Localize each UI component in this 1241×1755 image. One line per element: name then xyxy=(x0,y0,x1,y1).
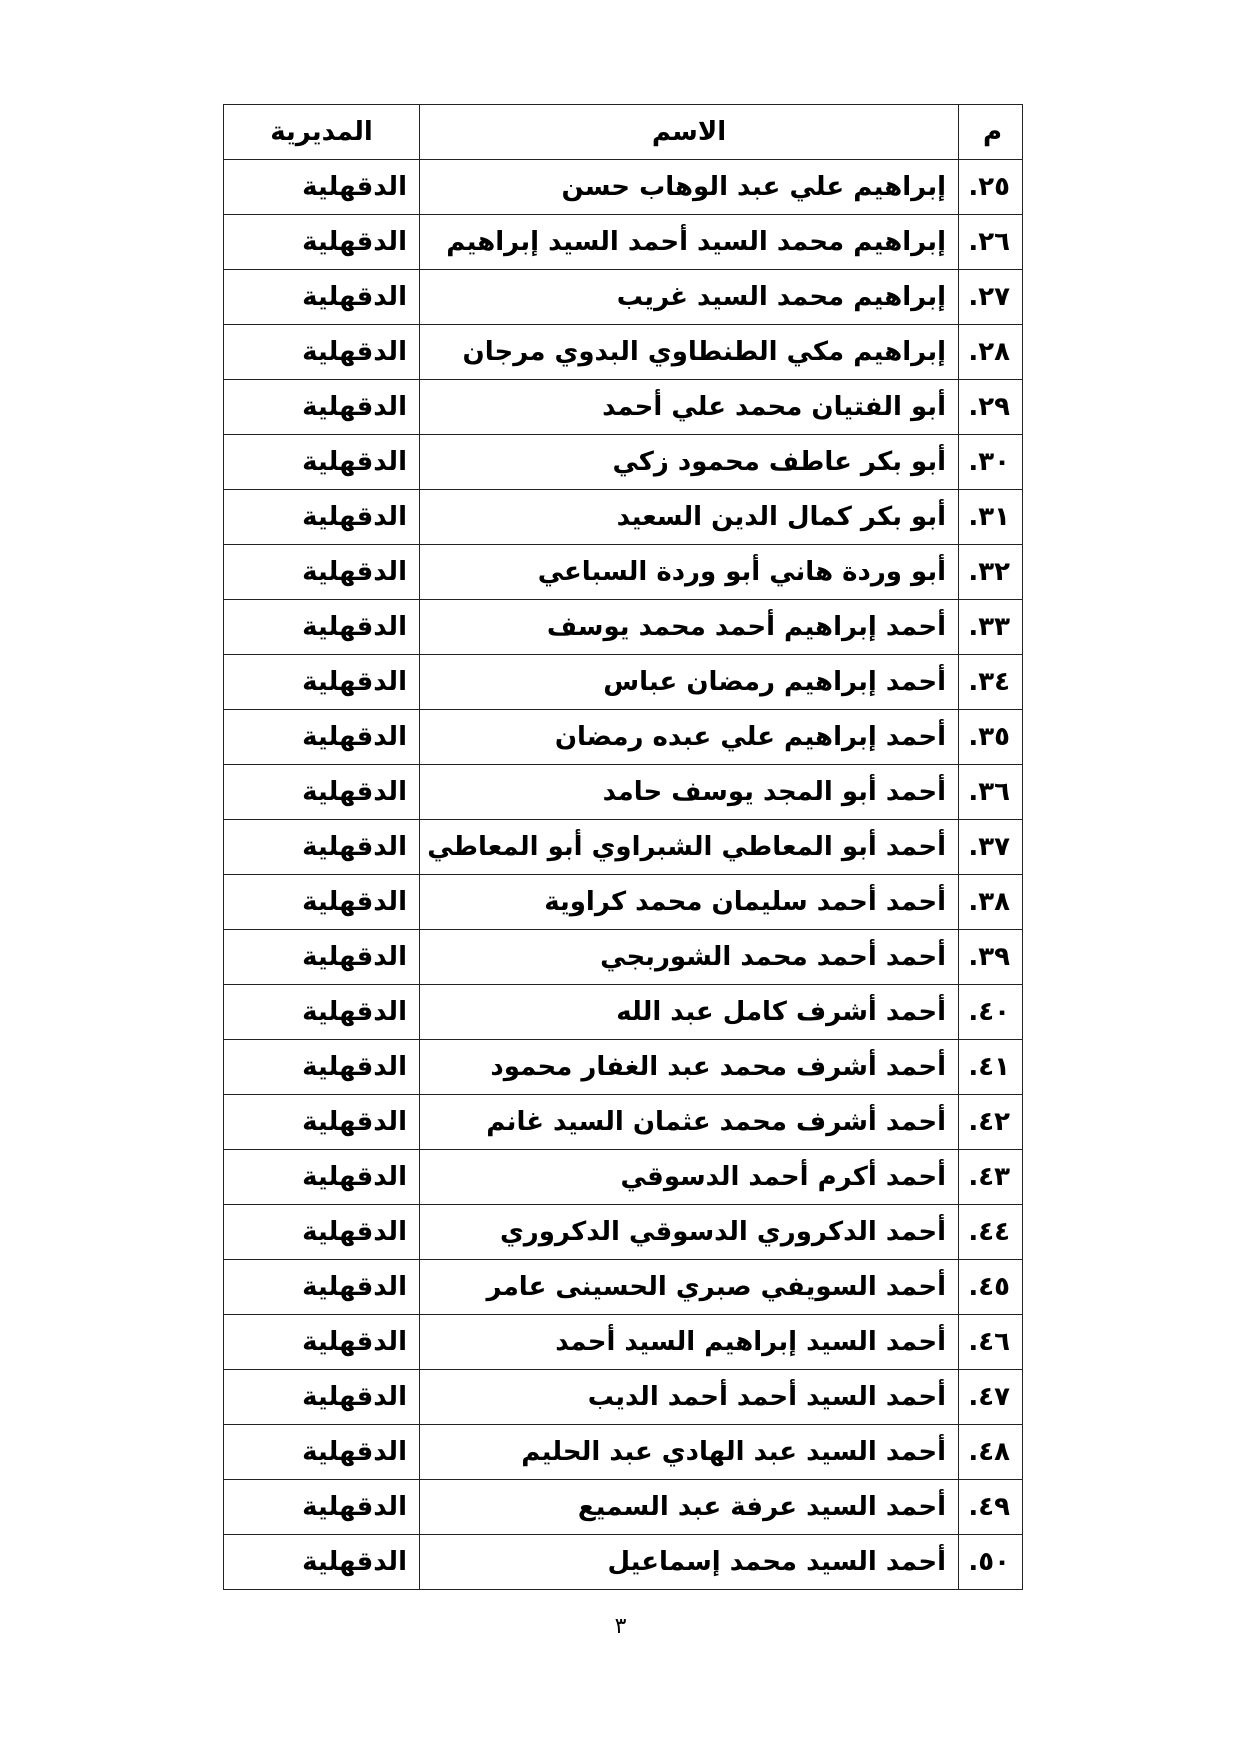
row-number: ٢٦. xyxy=(959,215,1023,270)
row-directorate: الدقهلية xyxy=(224,1425,420,1480)
table-row xyxy=(224,1205,1023,1260)
table-row xyxy=(224,1315,1023,1370)
row-name: أحمد إبراهيم أحمد محمد يوسف xyxy=(420,600,959,655)
table-row xyxy=(224,930,1023,985)
table-row xyxy=(224,215,1023,270)
row-directorate: الدقهلية xyxy=(224,490,420,545)
row-directorate: الدقهلية xyxy=(224,765,420,820)
row-name: أبو الفتيان محمد علي أحمد xyxy=(420,380,959,435)
row-name: إبراهيم مكي الطنطاوي البدوي مرجان xyxy=(420,325,959,380)
table-row xyxy=(224,600,1023,655)
row-directorate: الدقهلية xyxy=(224,985,420,1040)
row-number: ٣٣. xyxy=(959,600,1023,655)
table-row xyxy=(224,1150,1023,1205)
row-number: ٢٩. xyxy=(959,380,1023,435)
row-name: أحمد السويفي صبري الحسينى عامر xyxy=(420,1260,959,1315)
row-number: ٤٠. xyxy=(959,985,1023,1040)
row-directorate: الدقهلية xyxy=(224,875,420,930)
row-directorate: الدقهلية xyxy=(224,710,420,765)
row-directorate: الدقهلية xyxy=(224,1260,420,1315)
row-name: أحمد السيد عبد الهادي عبد الحليم xyxy=(420,1425,959,1480)
row-name: أبو بكر عاطف محمود زكي xyxy=(420,435,959,490)
row-number: ٤٤. xyxy=(959,1205,1023,1260)
row-directorate: الدقهلية xyxy=(224,435,420,490)
row-name: أحمد السيد إبراهيم السيد أحمد xyxy=(420,1315,959,1370)
row-directorate: الدقهلية xyxy=(224,160,420,215)
row-name: أحمد السيد محمد إسماعيل xyxy=(420,1535,959,1590)
table-row xyxy=(224,325,1023,380)
row-name: أحمد أبو المجد يوسف حامد xyxy=(420,765,959,820)
row-name: أحمد أبو المعاطي الشبراوي أبو المعاطي xyxy=(420,820,959,875)
row-directorate: الدقهلية xyxy=(224,600,420,655)
row-number: ٢٧. xyxy=(959,270,1023,325)
row-directorate: الدقهلية xyxy=(224,930,420,985)
table-header xyxy=(224,105,1023,160)
row-directorate: الدقهلية xyxy=(224,1535,420,1590)
row-number: ٤٧. xyxy=(959,1370,1023,1425)
table-row xyxy=(224,270,1023,325)
row-number: ٤١. xyxy=(959,1040,1023,1095)
table-row xyxy=(224,1370,1023,1425)
row-directorate: الدقهلية xyxy=(224,270,420,325)
page-number: ٣ xyxy=(614,1614,627,1639)
table-row xyxy=(224,1535,1023,1590)
row-number: ٣٠. xyxy=(959,435,1023,490)
table-row xyxy=(224,1040,1023,1095)
table-row xyxy=(224,1095,1023,1150)
row-name: أحمد أكرم أحمد الدسوقي xyxy=(420,1150,959,1205)
row-directorate: الدقهلية xyxy=(224,325,420,380)
row-number: ٢٥. xyxy=(959,160,1023,215)
row-directorate: الدقهلية xyxy=(224,1095,420,1150)
header-directorate: المديرية xyxy=(224,105,420,160)
row-number: ٤٥. xyxy=(959,1260,1023,1315)
row-directorate: الدقهلية xyxy=(224,1205,420,1260)
row-name: أحمد السيد عرفة عبد السميع xyxy=(420,1480,959,1535)
row-directorate: الدقهلية xyxy=(224,820,420,875)
table-row xyxy=(224,875,1023,930)
row-number: ٢٨. xyxy=(959,325,1023,380)
row-name: أحمد الدكروري الدسوقي الدكروري xyxy=(420,1205,959,1260)
row-name: أحمد السيد أحمد أحمد الديب xyxy=(420,1370,959,1425)
row-number: ٣٩. xyxy=(959,930,1023,985)
row-number: ٤٢. xyxy=(959,1095,1023,1150)
row-number: ٤٦. xyxy=(959,1315,1023,1370)
row-name: أحمد إبراهيم علي عبده رمضان xyxy=(420,710,959,765)
row-directorate: الدقهلية xyxy=(224,1040,420,1095)
table-row xyxy=(224,545,1023,600)
row-number: ٣٢. xyxy=(959,545,1023,600)
table-row xyxy=(224,1425,1023,1480)
row-name: أبو وردة هاني أبو وردة السباعي xyxy=(420,545,959,600)
row-directorate: الدقهلية xyxy=(224,1315,420,1370)
row-name: أحمد أشرف محمد عثمان السيد غانم xyxy=(420,1095,959,1150)
row-name: إبراهيم علي عبد الوهاب حسن xyxy=(420,160,959,215)
row-number: ٣٥. xyxy=(959,710,1023,765)
row-name: أحمد أشرف محمد عبد الغفار محمود xyxy=(420,1040,959,1095)
table-row xyxy=(224,1260,1023,1315)
table-row xyxy=(224,655,1023,710)
row-directorate: الدقهلية xyxy=(224,1150,420,1205)
row-directorate: الدقهلية xyxy=(224,545,420,600)
row-directorate: الدقهلية xyxy=(224,1370,420,1425)
row-name: إبراهيم محمد السيد أحمد السيد إبراهيم xyxy=(420,215,959,270)
header-number: م xyxy=(959,105,1023,160)
row-name: أحمد أحمد سليمان محمد كراوية xyxy=(420,875,959,930)
row-directorate: الدقهلية xyxy=(224,655,420,710)
row-name: أحمد أشرف كامل عبد الله xyxy=(420,985,959,1040)
row-number: ٤٨. xyxy=(959,1425,1023,1480)
table-body xyxy=(224,160,1023,1590)
row-name: أحمد أحمد محمد الشوربجي xyxy=(420,930,959,985)
table-row xyxy=(224,820,1023,875)
roster-table xyxy=(223,104,1023,1590)
row-number: ٤٩. xyxy=(959,1480,1023,1535)
header-row xyxy=(224,105,1023,160)
table-row xyxy=(224,490,1023,545)
header-name: الاسم xyxy=(420,105,959,160)
row-number: ٥٠. xyxy=(959,1535,1023,1590)
row-number: ٣٤. xyxy=(959,655,1023,710)
table-row xyxy=(224,435,1023,490)
row-directorate: الدقهلية xyxy=(224,215,420,270)
row-directorate: الدقهلية xyxy=(224,380,420,435)
row-name: إبراهيم محمد السيد غريب xyxy=(420,270,959,325)
table-row xyxy=(224,985,1023,1040)
table-row xyxy=(224,1480,1023,1535)
row-number: ٣٧. xyxy=(959,820,1023,875)
table-row xyxy=(224,380,1023,435)
table-row xyxy=(224,710,1023,765)
row-number: ٣١. xyxy=(959,490,1023,545)
row-directorate: الدقهلية xyxy=(224,1480,420,1535)
row-number: ٤٣. xyxy=(959,1150,1023,1205)
row-name: أحمد إبراهيم رمضان عباس xyxy=(420,655,959,710)
row-name: أبو بكر كمال الدين السعيد xyxy=(420,490,959,545)
table-row xyxy=(224,765,1023,820)
table-row xyxy=(224,160,1023,215)
row-number: ٣٨. xyxy=(959,875,1023,930)
row-number: ٣٦. xyxy=(959,765,1023,820)
